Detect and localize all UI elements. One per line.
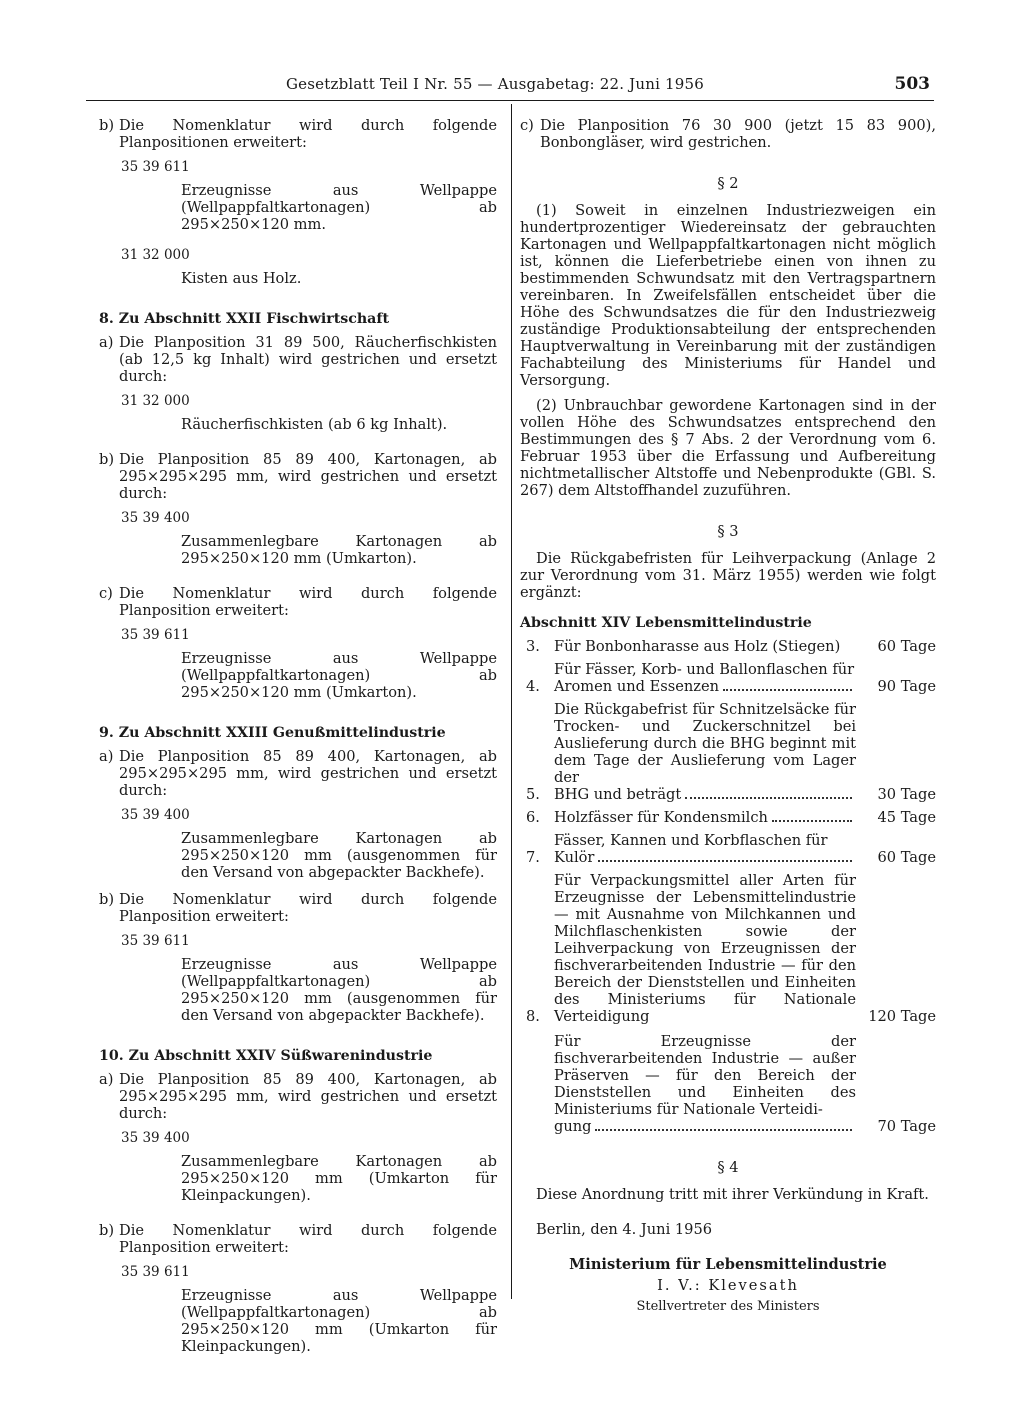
list-item <box>99 334 497 385</box>
item-label: b) <box>99 117 115 134</box>
item-text: Die Rückgabefrist für Schnitzelsäcke für Trocken- und Zuckerschnitzel bei Auslieferung durch die BHG beginnt mit dem Tage der Auslieferung vom Lager der <box>554 701 856 786</box>
plan-description: Erzeugnisse aus Wellpappe (Wellpappfaltkartonagen) ab 295×250×120 mm (ausgenommen für den Versand von abgepackter Backhefe). <box>181 956 497 1024</box>
item-days: 70 Tage <box>877 1118 936 1135</box>
item-text: Die Planposition 85 89 400, Kartonagen, ab 295×295×295 mm, wird gestrichen und ersetzt durch: <box>119 748 497 799</box>
plan-description: Zusammenlegbare Kartonagen ab 295×250×120 mm (ausgenommen für den Versand von abgepackter Backhefe). <box>181 830 497 881</box>
item-label: b) <box>99 891 115 908</box>
item-number: 5. <box>526 786 540 803</box>
plan-description: Zusammenlegbare Kartonagen ab 295×250×120 mm (Umkarton). <box>181 533 497 567</box>
list-item <box>520 638 936 655</box>
item-label: b) <box>99 1222 115 1239</box>
plan-code: 31 32 000 <box>121 247 190 263</box>
item-text: Die Nomenklatur wird durch folgende Planposition erweitert: <box>119 1222 497 1256</box>
list-item <box>99 748 497 799</box>
paragraph-text: Die Rückgabefristen für Leihverpackung (Anlage 2 zur Verordnung vom 31. März 1955) werden wie folgt ergänzt: <box>520 550 936 601</box>
item-number: 3. <box>526 638 540 655</box>
plan-code: 31 32 000 <box>121 393 190 409</box>
signature-ministry: Ministerium für Lebensmittelindustrie <box>569 1256 887 1273</box>
plan-code: 35 39 611 <box>121 159 190 175</box>
list-item <box>520 661 936 695</box>
list-item <box>99 585 497 619</box>
item-text: Für Fässer, Korb- und Ballonflaschen für <box>554 661 855 678</box>
item-text: Die Planposition 31 89 500, Räucherfischkisten (ab 12,5 kg Inhalt) wird gestrichen und ersetzt durch: <box>119 334 497 385</box>
subsection-heading: Abschnitt XIV Lebensmittelindustrie <box>520 615 812 631</box>
list-item <box>520 1033 936 1135</box>
list-item <box>520 872 936 1025</box>
item-number: 8. <box>526 1008 540 1025</box>
list-item <box>520 701 936 803</box>
item-days: 90 Tage <box>877 678 936 695</box>
item-text: Kulör <box>554 849 595 866</box>
plan-code: 35 39 400 <box>121 807 190 823</box>
item-text: Die Nomenklatur wird durch folgende Planposition erweitert: <box>119 585 497 619</box>
list-item <box>99 451 497 502</box>
gazette-title: Gesetzblatt Teil I Nr. 55 — Ausgabetag: 22. Juni 1956 <box>286 75 705 93</box>
item-text: Die Planposition 76 30 900 (jetzt 15 83 900), Bonbongläser, wird gestrichen. <box>540 117 936 151</box>
item-label: c) <box>99 585 113 602</box>
list-item <box>99 117 497 151</box>
plan-code: 35 39 611 <box>121 933 190 949</box>
section-heading: 10. Zu Abschnitt XXIV Süßwarenindustrie <box>99 1048 433 1064</box>
dot-leader <box>772 820 852 822</box>
item-label: a) <box>99 334 114 351</box>
plan-description: Kisten aus Holz. <box>181 270 302 287</box>
left-column <box>99 117 497 1355</box>
dot-leader <box>598 860 852 862</box>
paragraph-heading: § 3 <box>717 523 739 540</box>
item-text: Für Erzeugnisse der fischverarbeitenden Industrie — außer Präserven — für den Bereich der Dienststellen und Einheiten des Ministeriums für Nationale Verteidi- <box>554 1033 856 1118</box>
item-days: 30 Tage <box>877 786 936 803</box>
item-text: Holzfässer für Kondensmilch <box>554 809 768 826</box>
list-item <box>520 809 936 826</box>
item-text: Die Planposition 85 89 400, Kartonagen, ab 295×295×295 mm, wird gestrichen und ersetzt durch: <box>119 1071 497 1122</box>
item-text: Aromen und Essenzen <box>554 678 719 695</box>
item-label: b) <box>99 451 115 468</box>
item-text: Die Nomenklatur wird durch folgende Planpositionen erweitert: <box>119 117 497 151</box>
item-text: Die Nomenklatur wird durch folgende Planposition erweitert: <box>119 891 497 925</box>
plan-code: 35 39 611 <box>121 627 190 643</box>
item-number: 6. <box>526 809 540 826</box>
plan-description: Erzeugnisse aus Wellpappe (Wellpappfaltkartonagen) ab 295×250×120 mm (Umkarton). <box>181 650 497 701</box>
column-divider <box>511 104 512 1299</box>
item-days: 60 Tage <box>877 849 936 866</box>
place-date: Berlin, den 4. Juni 1956 <box>536 1221 713 1238</box>
item-days: 45 Tage <box>877 809 936 826</box>
item-text: Für Bonbonharasse aus Holz (Stiegen) <box>554 638 841 655</box>
list-item <box>520 117 936 151</box>
dot-leader <box>685 797 852 799</box>
item-label: c) <box>520 117 534 134</box>
page-number: 503 <box>894 74 930 94</box>
plan-description: Zusammenlegbare Kartonagen ab 295×250×120 mm (Umkarton für Kleinpackungen). <box>181 1153 497 1204</box>
item-text: gung <box>554 1118 592 1135</box>
section-heading: 8. Zu Abschnitt XXII Fischwirtschaft <box>99 311 390 327</box>
item-text: Die Planposition 85 89 400, Kartonagen, ab 295×295×295 mm, wird gestrichen und ersetzt durch: <box>119 451 497 502</box>
right-column <box>520 117 936 1315</box>
dot-leader <box>595 1129 852 1131</box>
plan-code: 35 39 400 <box>121 510 190 526</box>
list-item <box>99 1222 497 1256</box>
list-item <box>99 1071 497 1122</box>
item-number: 4. <box>526 678 540 695</box>
paragraph-heading: § 2 <box>717 175 739 192</box>
item-days: 60 Tage <box>877 638 936 655</box>
plan-description: Erzeugnisse aus Wellpappe (Wellpappfaltkartonagen) ab 295×250×120 mm (Umkarton für Kleinpackungen). <box>181 1287 497 1355</box>
item-label: a) <box>99 748 114 765</box>
section-heading: 9. Zu Abschnitt XXIII Genußmittelindustrie <box>99 725 446 741</box>
paragraph-heading: § 4 <box>717 1159 739 1176</box>
list-item <box>99 891 497 925</box>
plan-description: Räucherfischkisten (ab 6 kg Inhalt). <box>181 416 448 433</box>
plan-code: 35 39 400 <box>121 1130 190 1146</box>
paragraph-text: (1) Soweit in einzelnen Industriezweigen ein hundertprozentiger Wiedereinsatz der gebrauchten Kartonagen und Wellpappfaltkartonagen nicht möglich ist, können die Lieferbetriebe einen von ihnen zu bestimmenden Schwundsatz mit den Vertragspartnern vereinbaren. In Zweifelsfällen entscheidet über die Höhe des Schwundsatzes die für den Industriezweig zuständige Produktionsabteilung der entsprechenden Hauptverwaltung in Vereinbarung mit der zuständigen Fachabteilung des Ministeriums für Handel und Versorgung. <box>520 202 936 389</box>
item-text: BHG und beträgt <box>554 786 682 803</box>
page-header <box>86 76 934 101</box>
plan-description: Erzeugnisse aus Wellpappe (Wellpappfaltkartonagen) ab 295×250×120 mm. <box>181 182 497 233</box>
list-item <box>520 832 936 866</box>
item-number: 7. <box>526 849 540 866</box>
dot-leader <box>723 689 852 691</box>
signature-name: I. V.: Klevesath <box>657 1277 799 1294</box>
signature-role: Stellvertreter des Ministers <box>636 1299 820 1314</box>
paragraph-text: (2) Unbrauchbar gewordene Kartonagen sind in der vollen Höhe des Schwundsatzes entsprechend den Bestimmungen des § 7 Abs. 2 der Verordnung vom 6. Februar 1953 über die Erfassung und Aufbereitung nichtmetallischer Altstoffe und Nebenprodukte (GBl. S. 267) dem Altstoffhandel zuzuführen. <box>520 397 936 499</box>
item-label: a) <box>99 1071 114 1088</box>
item-text: Für Verpackungsmittel aller Arten für Erzeugnisse der Lebensmittelindustrie — mit Ausnahme von Milchkannen und Milchflaschenkisten sowie der Leihverpackung von Erzeugnissen der fischverarbeitenden Industrie — für den Bereich der Dienststellen und Einheiten des Ministeriums für Nationale Verteidigung <box>554 872 856 1025</box>
paragraph-text: Diese Anordnung tritt mit ihrer Verkündung in Kraft. <box>536 1186 929 1203</box>
item-days: 120 Tage <box>868 1008 936 1025</box>
item-text: Fässer, Kannen und Korbflaschen für <box>554 832 828 849</box>
plan-code: 35 39 611 <box>121 1264 190 1280</box>
